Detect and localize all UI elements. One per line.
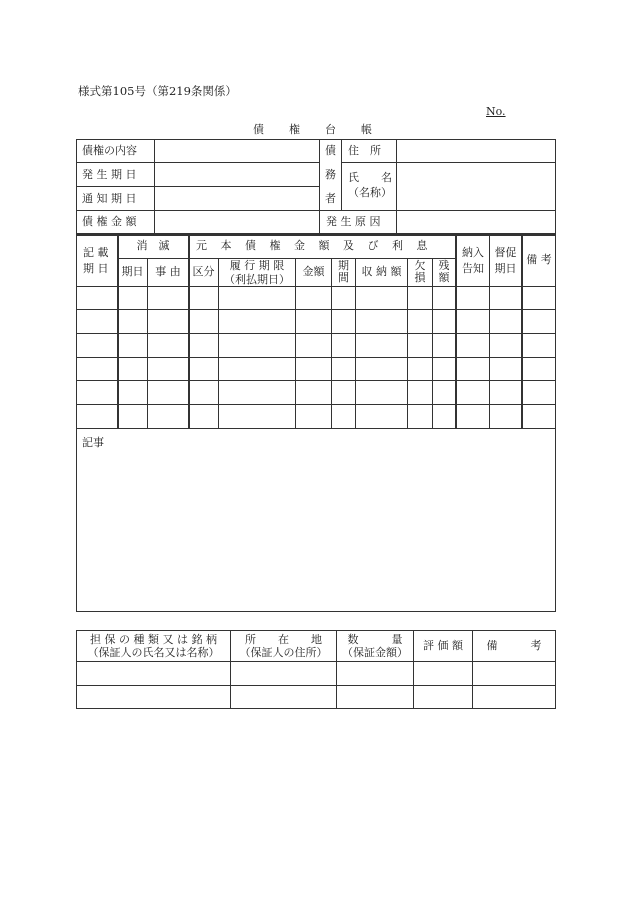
title-char: 債 (253, 123, 264, 136)
location-header: 所 在 地 (245, 633, 322, 646)
content-label: 債権の内容 (82, 144, 137, 157)
table-row[interactable] (77, 287, 555, 308)
name-label: 氏 名 (348, 171, 392, 184)
balance-header: 残 (438, 259, 450, 272)
notes-label: 記事 (82, 436, 104, 449)
occurred-date-label: 発 生 期 日 (82, 168, 137, 181)
period-header: 間 (338, 271, 349, 284)
table-row[interactable] (77, 334, 555, 356)
location-sub-header: （保証人の住所） (239, 646, 328, 659)
principal-group-header: 元 本 債 権 金 額 及 び 利 息 (196, 239, 433, 252)
division-header: 区分 (192, 265, 215, 278)
table-row[interactable] (77, 358, 555, 379)
extinction-reason-header: 事 由 (155, 265, 181, 278)
title-char: 台 (325, 123, 336, 136)
quantity-sub-header: （保証金額） (342, 646, 408, 659)
name-sub-label: （名称） (348, 186, 392, 199)
collateral-remarks-header: 備 考 (486, 639, 542, 652)
collected-header: 収 納 額 (361, 265, 402, 278)
table-row[interactable] (77, 381, 555, 403)
amount-field[interactable] (155, 211, 318, 232)
collateral-type-header: 担 保 の 種 類 又 は 銘 柄 (90, 633, 217, 646)
extinction-date-header: 期日 (121, 265, 144, 278)
period-header: 期 (338, 259, 349, 272)
due-date-header: 履 行 期 限 (229, 259, 285, 272)
number-label: No. (486, 105, 506, 118)
table-row[interactable] (77, 662, 555, 684)
payment-notice-header: 納入 (462, 246, 484, 259)
collateral-type-sub-header: （保証人の氏名又は名称） (87, 646, 220, 659)
table-row[interactable] (77, 405, 555, 427)
due-date-sub-header: （利払期日） (224, 273, 290, 286)
address-field[interactable] (397, 140, 554, 161)
reminder-date-header: 督促 (494, 246, 517, 259)
record-date-header: 記 載 (83, 246, 109, 259)
address-label: 住 所 (348, 144, 381, 157)
name-field[interactable] (397, 163, 554, 209)
quantity-header: 数 量 (347, 633, 403, 646)
balance-header: 額 (438, 271, 450, 284)
table-row[interactable] (77, 686, 555, 707)
debtor-char: 務 (325, 168, 336, 181)
table-row[interactable] (77, 310, 555, 332)
notice-date-label: 通 知 期 日 (82, 192, 137, 205)
payment-notice-header: 告知 (462, 262, 484, 275)
valuation-header: 評 価 額 (423, 639, 463, 652)
debtor-char: 者 (325, 192, 336, 205)
form-id: 様式第105号（第219条関係） (78, 84, 237, 98)
loss-header: 損 (414, 271, 426, 284)
record-date-header: 期 日 (83, 262, 109, 275)
cause-label: 発 生 原 因 (326, 215, 381, 228)
amount-header: 金額 (302, 265, 325, 278)
reminder-date-header: 期日 (494, 262, 517, 275)
amount-label: 債 権 金 額 (82, 215, 137, 228)
occurred-date-field[interactable] (155, 163, 318, 185)
cause-field[interactable] (397, 211, 554, 232)
extinction-header: 消 滅 (136, 239, 170, 252)
title-char: 帳 (361, 123, 372, 136)
title-char: 権 (289, 123, 300, 136)
loss-header: 欠 (414, 259, 426, 272)
debtor-char: 債 (325, 144, 336, 157)
content-field[interactable] (155, 140, 318, 161)
notice-date-field[interactable] (155, 187, 318, 209)
remarks-header: 備 考 (526, 253, 552, 266)
notes-field[interactable] (77, 452, 555, 610)
